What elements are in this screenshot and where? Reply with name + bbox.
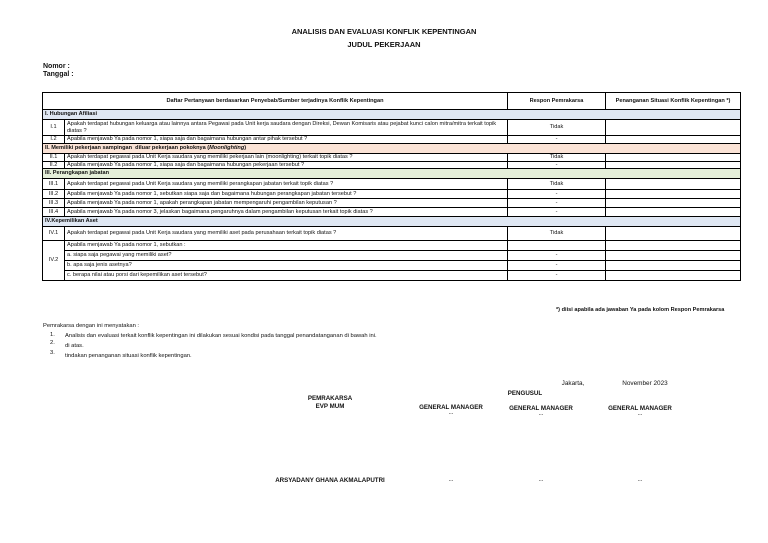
- table-row: [43, 241, 741, 251]
- table-row: [43, 179, 741, 190]
- row-response[interactable]: Tidak: [508, 120, 606, 136]
- section-title: II. Memiliki pekerjaan sampingan diluar pekerjaan pokoknya (Moonlighting): [43, 144, 741, 154]
- statement-intro: Pemrakarsa dengan ini menyatakan :: [43, 323, 140, 329]
- signer-name-placeholder: ...: [538, 477, 544, 483]
- nomor-label: Nomor :: [43, 63, 70, 70]
- row-handling-cell[interactable]: [606, 161, 741, 169]
- gm-title: GENERAL MANAGER: [608, 405, 672, 412]
- table-row: [43, 261, 741, 271]
- signature-place: Jakarta,: [561, 380, 585, 387]
- table-row: [43, 208, 741, 217]
- col-response-header: Respon Pemrakarsa: [508, 93, 606, 110]
- statement-number: 2.: [50, 340, 55, 346]
- row-question: Apabila menjawab Ya pada nomor 1, siapa saja dan bagaimana hubungan antar pihak tersebut ?: [65, 136, 508, 144]
- row-number: III.2: [43, 190, 65, 199]
- signer-name-placeholder: ...: [448, 477, 454, 483]
- row-question: b. apa saja jenis asetnya?: [65, 261, 508, 271]
- section-row: [43, 217, 741, 227]
- statement-number: 3.: [50, 350, 55, 356]
- gm-title: GENERAL MANAGER: [419, 404, 483, 411]
- pengusul-label: PENGUSUL: [507, 390, 543, 397]
- row-handling-cell[interactable]: [606, 190, 741, 199]
- row-handling-cell[interactable]: [606, 154, 741, 162]
- row-response[interactable]: Tidak: [508, 179, 606, 190]
- row-question: a. siapa saja pegawai yang memiliki aset?: [65, 251, 508, 261]
- pemrakarsa-unit: EVP MUM: [315, 403, 345, 410]
- row-number: I.1: [43, 120, 65, 136]
- row-number: III.1: [43, 179, 65, 190]
- table-row: [43, 190, 741, 199]
- section-row: [43, 169, 741, 179]
- table-row: [43, 227, 741, 241]
- row-question: Apabila menjawab Ya pada nomor 1, apakah perangkapan jabatan mempengaruhi pengambilan keputusan ?: [65, 199, 508, 208]
- row-handling-cell[interactable]: [606, 208, 741, 217]
- table-row: [43, 251, 741, 261]
- row-response[interactable]: -: [508, 271, 606, 281]
- table-row: [43, 154, 741, 162]
- row-handling-cell[interactable]: [606, 251, 741, 261]
- row-question: Apakah terdapat pegawai pada Unit Kerja saudara yang memiliki aset pada perusahaan terkait topik diatas ?: [65, 227, 508, 241]
- row-number: III.3: [43, 199, 65, 208]
- row-number: III.4: [43, 208, 65, 217]
- row-handling-cell[interactable]: [606, 271, 741, 281]
- row-response[interactable]: -: [508, 136, 606, 144]
- document-subtitle: JUDUL PEKERJAAN: [347, 40, 421, 49]
- row-handling-cell[interactable]: [606, 199, 741, 208]
- row-handling-cell[interactable]: [606, 120, 741, 136]
- row-number: IV.1: [43, 227, 65, 241]
- row-number: II.1: [43, 154, 65, 162]
- row-question: Apabila menjawab Ya pada nomor 1, siapa saja dan bagaimana hubungan pekerjaan tersebut ?: [65, 161, 508, 169]
- table-footnote: *) diisi apabila ada jawaban Ya pada kolom Respon Pemrakarsa: [556, 307, 725, 313]
- section-title: I. Hubungan Afiliasi: [43, 110, 741, 120]
- statement-text: Analisis dan evaluasi terkait konflik kepentingan ini dilakukan sesuai kondisi pada tanggal penandatanganan di bawah ini.: [65, 333, 377, 339]
- statement-text: tindakan penanganan situasi konflik kepentingan.: [65, 353, 192, 359]
- row-response[interactable]: -: [508, 161, 606, 169]
- row-response[interactable]: -: [508, 199, 606, 208]
- row-number: IV.2: [43, 241, 65, 281]
- section-title: III. Perangkapan jabatan: [43, 169, 741, 179]
- row-question: Apakah terdapat pegawai pada Unit Kerja saudara yang memiliki pekerjaan lain (moonlighting) terkait topik diatas ?: [65, 154, 508, 162]
- row-response-blank[interactable]: [508, 241, 606, 251]
- gm-title: GENERAL MANAGER: [509, 405, 573, 412]
- row-response[interactable]: -: [508, 190, 606, 199]
- signer-name-placeholder: ...: [637, 477, 643, 483]
- table-row: [43, 199, 741, 208]
- row-question: Apabila menjawab Ya pada nomor 3, jelaskan bagaimana pengaruhnya dalam pengambilan keputusan terkait topik diatas ?: [65, 208, 508, 217]
- row-number: I.2: [43, 136, 65, 144]
- col-handling-header: Penanganan Situasi Konflik Kepentingan *): [606, 93, 741, 110]
- table-row: [43, 161, 741, 169]
- section-row: [43, 144, 741, 154]
- row-question: c. berapa nilai atau porsi dari kepemilikan aset tersebut?: [65, 271, 508, 281]
- pemrakarsa-role: PEMRAKARSA: [307, 395, 353, 402]
- gm-name-placeholder: ...: [448, 410, 454, 416]
- row-handling-cell[interactable]: [606, 179, 741, 190]
- row-question: Apakah terdapat hubungan keluarga atau lainnya antara Pegawai pada Unit kerja saudara dengan Direksi, Dewan Komisaris atau pejabat kunci calon mitra/mitra terkait topik diatas ?: [65, 120, 508, 136]
- row-handling-cell[interactable]: [606, 227, 741, 241]
- table-row: [43, 136, 741, 144]
- signature-date: November 2023: [622, 380, 668, 387]
- row-response[interactable]: -: [508, 208, 606, 217]
- row-number: II.2: [43, 161, 65, 169]
- gm-name-placeholder: ...: [637, 411, 643, 417]
- statement-number: 1.: [50, 332, 55, 338]
- section-row: [43, 110, 741, 120]
- table-header-row: [43, 93, 741, 110]
- table-row: [43, 120, 741, 136]
- tanggal-label: Tanggal :: [43, 71, 74, 78]
- row-response[interactable]: Tidak: [508, 154, 606, 162]
- row-handling-cell[interactable]: [606, 261, 741, 271]
- conflict-questionnaire-table: [42, 92, 741, 281]
- section-title: IV.Kepemilikan Aset: [43, 217, 741, 227]
- row-question: Apabila menjawab Ya pada nomor 1, sebutkan :: [65, 241, 508, 251]
- row-response[interactable]: -: [508, 251, 606, 261]
- row-question: Apakah terdapat pegawai pada Unit Kerja saudara yang memiliki perangkapan jabatan terkait topik diatas ?: [65, 179, 508, 190]
- statement-text: di atas.: [65, 343, 84, 349]
- table-row: [43, 271, 741, 281]
- document-title: ANALISIS DAN EVALUASI KONFLIK KEPENTINGAN: [291, 27, 477, 36]
- row-question: Apabila menjawab Ya pada nomor 1, sebutkan siapa saja dan bagaimana hubungan perangkapan jabatan tersebut ?: [65, 190, 508, 199]
- row-response[interactable]: -: [508, 261, 606, 271]
- row-handling-cell[interactable]: [606, 241, 741, 251]
- gm-name-placeholder: ...: [538, 411, 544, 417]
- col-question-header: Daftar Pertanyaan berdasarkan Penyebab/Sumber terjadinya Konflik Kepentingan: [43, 93, 508, 110]
- row-handling-cell[interactable]: [606, 136, 741, 144]
- row-response[interactable]: Tidak: [508, 227, 606, 241]
- signer-name: ARSYADANY GHANA AKMALAPUTRI: [275, 477, 385, 484]
